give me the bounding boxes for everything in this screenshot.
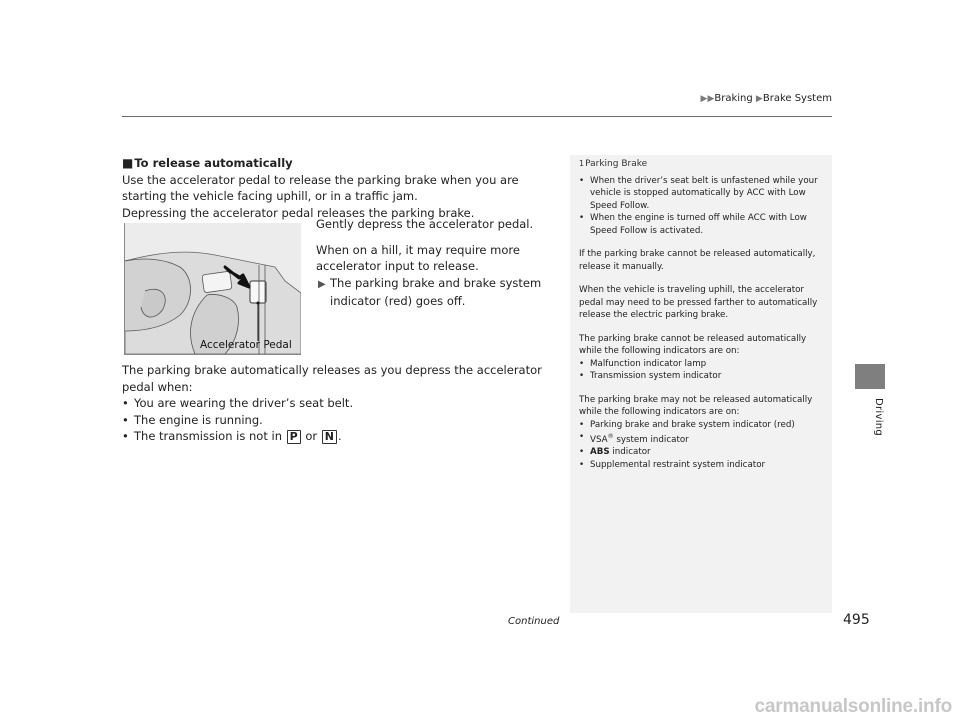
step-1: Gently depress the accelerator pedal. [316,217,534,231]
auto-release-intro: The parking brake automatically releases as you depress the accelerator pedal when: [122,363,542,394]
continued-label: Continued [508,616,560,627]
figure-caption: Accelerator Pedal [200,339,292,351]
note-para-2: When the vehicle is traveling uphill, the accelerator pedal may need to be pressed farther to automatically release the electric parking brake. [579,285,818,320]
list-item [579,459,829,472]
note-title-text: Parking Brake [585,159,648,169]
auto-release-conditions [122,362,562,445]
bullet-icon: • [579,358,585,369]
or-text: or [305,429,318,443]
bullet-icon: • [122,429,129,443]
condition-engine-running: The engine is running. [134,412,263,427]
note-para-4: The parking brake may not be released automatically while the following indicators are on: [579,394,813,417]
step-result-text: The parking brake and brake system indicator (red) goes off. [330,275,542,308]
bullet-icon: • [579,419,585,430]
note-ref-icon: 1 [579,159,585,168]
step-result [318,275,556,310]
bullet-icon: • [579,447,585,458]
section-heading-text: To release automatically [134,156,293,170]
condition-transmission: The transmission is not in [134,429,282,443]
side-note-panel [570,155,832,613]
breadcrumb-arrow-icon: ▶ [755,94,763,104]
list-item [579,370,829,383]
list-item [122,412,562,429]
intro-paragraph-2: Depressing the accelerator pedal releases the parking brake. [122,205,475,220]
list-item [579,446,829,459]
list-item [122,395,562,412]
list-item [122,428,562,445]
vsa-rest-text: system indicator [616,434,689,445]
period-text: . [338,429,342,443]
note-bullet-text: When the driver’s seat belt is unfastened while your vehicle is stopped automatically by ACC with Low Speed Follow. [590,175,818,211]
note-bullet-text: Transmission system indicator [590,371,722,381]
note-bullet-text: When the engine is turned off while ACC with Low Speed Follow is activated. [590,213,807,236]
note-para-3: The parking brake cannot be released automatically while the following indicators are on: [579,333,807,356]
release-steps [316,216,556,310]
list-item [579,419,829,432]
bullet-icon: • [122,412,129,427]
abs-text: ABS [590,447,610,458]
registered-mark: ® [607,433,614,440]
section-heading [122,155,562,172]
main-content [122,155,562,221]
breadcrumb-braking[interactable]: Braking [714,93,753,104]
breadcrumb-brake-system[interactable]: Brake System [762,93,832,104]
note-bullet-text: Parking brake and brake system indicator (red) [590,419,795,430]
note-title [579,158,829,171]
result-arrow-icon: ▶ [318,278,326,290]
section-marker-icon: ■ [122,156,134,170]
pedal-illustration [125,223,301,354]
vsa-text: VSA [590,434,608,445]
bullet-icon: • [122,396,129,410]
list-item [579,175,829,213]
note-bullet-text: Malfunction indicator lamp [590,358,707,369]
header-divider [122,116,832,117]
bullet-icon: • [579,371,585,381]
gear-n-key: N [322,430,337,444]
accelerator-pedal-figure [124,223,301,355]
watermark: carmanualsonline.info [754,696,952,717]
section-tab-label: Driving [873,398,884,437]
bullet-icon: • [579,459,585,470]
gear-p-key: P [287,430,301,444]
section-tab [855,364,885,389]
list-item [579,431,829,446]
abs-rest-text: indicator [612,447,651,458]
list-item [579,212,829,237]
bullet-icon: • [579,432,585,442]
note-para-1: If the parking brake cannot be released automatically, release it manually. [579,249,816,272]
step-2: When on a hill, it may require more accelerator input to release. [316,242,520,273]
bullet-icon: • [579,213,585,223]
breadcrumb-arrow-icon: ▶▶ [700,94,715,104]
list-item [579,358,829,371]
breadcrumb [701,93,832,104]
intro-paragraph: Use the accelerator pedal to release the parking brake when you are starting the vehicle facing uphill, or in a traffic jam. [122,172,519,203]
condition-seat-belt: You are wearing the driver’s seat belt. [134,396,354,410]
bullet-icon: • [579,175,585,186]
note-bullet-text: Supplemental restraint system indicator [590,459,766,470]
page-number: 495 [843,612,870,628]
